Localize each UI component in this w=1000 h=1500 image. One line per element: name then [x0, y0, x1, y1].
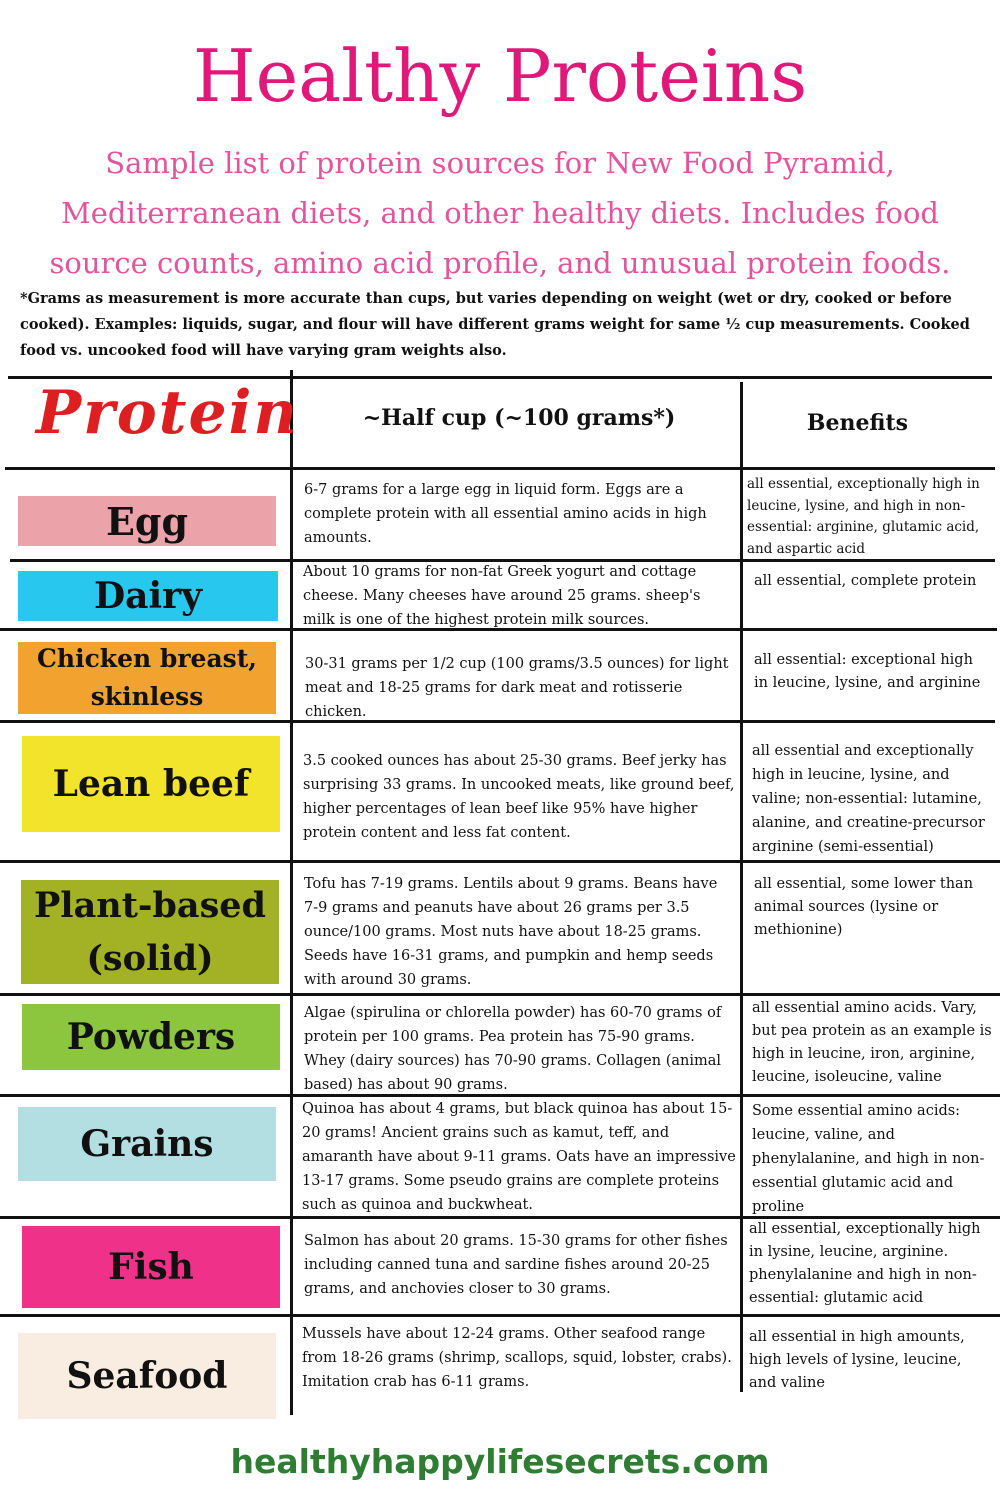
row-label-powders: Powders	[22, 1004, 280, 1070]
row-amount-plant-based: Tofu has 7-19 grams. Lentils about 9 grams. Beans have 7-9 grams and peanuts have about 26 grams per 3.5 ounce/100 grams. Most nuts have about 18-25 grams. Seeds have 16-31 grams, and pumpkin and hemp seeds with around 30 grams.	[304, 876, 718, 988]
row-amount-grains: Quinoa has about 4 grams, but black quinoa has about 15-20 grams! Ancient grains such as kamut, teff, and amaranth have about 9-11 grams. Oats have an impressive 13-17 grams. Some pseudo grains are complete proteins such as quinoa and buckwheat.	[302, 1101, 736, 1213]
row-label-plant-based: Plant-based (solid)	[21, 880, 279, 984]
row-divider	[0, 860, 1000, 863]
row-benefits-chicken: all essential: exceptional high in leucine, lysine, and arginine	[754, 652, 981, 691]
row-amount-fish: Salmon has about 20 grams. 15-30 grams for other fishes including canned tuna and sardine fishes around 20-25 grams, and anchovies closer to 30 grams.	[304, 1233, 728, 1297]
page-title: Healthy Proteins	[192, 34, 808, 118]
row-label-dairy: Dairy	[18, 571, 278, 621]
row-label-grains: Grains	[18, 1107, 276, 1181]
row-divider	[0, 993, 1000, 996]
row-benefits-fish: all essential, exceptionally high in lysine, leucine, arginine. phenylalanine and high in non-essential: glutamic acid	[749, 1221, 981, 1306]
row-amount-powders: Algae (spirulina or chlorella powder) has 60-70 grams of protein per 100 grams. Pea protein has 75-90 grams. Whey (dairy sources) has 70-90 grams. Collagen (animal based) has about 90 grams.	[304, 1005, 722, 1093]
header-benefits: Benefits	[806, 410, 909, 436]
row-divider	[0, 1314, 1000, 1317]
row-benefits-powders: all essential amino acids. Vary, but pea protein as an example is high in leucine, iron, arginine, leucine, isoleucine, valine	[752, 1000, 992, 1085]
website-footer: healthyhappylifesecrets.com	[230, 1442, 770, 1481]
page-subtitle: Sample list of protein sources for New Food Pyramid, Mediterranean diets, and other healthy diets. Includes food source counts, amino acid profile, and unusual protein foods.	[49, 146, 951, 280]
row-benefits-grains: Some essential amino acids: leucine, valine, and phenylalanine, and high in non-essential glutamic acid and proline	[752, 1103, 985, 1215]
row-benefits-dairy: all essential, complete protein	[754, 573, 977, 589]
row-benefits-seafood: all essential in high amounts, high levels of lysine, leucine, and valine	[749, 1329, 965, 1391]
row-amount-egg: 6-7 grams for a large egg in liquid form. Eggs are a complete protein with all essential amino acids in high amounts.	[304, 482, 707, 546]
row-benefits-plant-based: all essential, some lower than animal sources (lysine or methionine)	[754, 876, 974, 938]
row-amount-dairy: About 10 grams for non-fat Greek yogurt and cottage cheese. Many cheeses have around 25 grams. sheep's milk is one of the highest protein milk sources.	[303, 564, 701, 628]
column-divider	[740, 382, 743, 1392]
row-label-lean-beef: Lean beef	[22, 736, 280, 832]
header-half-cup: ~Half cup (~100 grams*)	[362, 405, 676, 431]
row-label-chicken: Chicken breast, skinless	[18, 642, 276, 714]
column-divider	[290, 370, 293, 1415]
row-amount-chicken: 30-31 grams per 1/2 cup (100 grams/3.5 ounces) for light meat and 18-25 grams for dark meat and rotisserie chicken.	[305, 656, 729, 720]
header-protein: Protein	[36, 378, 300, 448]
row-benefits-lean-beef: all essential and exceptionally high in leucine, lysine, and valine; non-essential: lutamine, alanine, and creatine-precursor arginine (semi-essential)	[752, 743, 985, 855]
row-benefits-egg: all essential, exceptionally high in leucine, lysine, and high in non-essential: arginine, glutamic acid, and aspartic acid	[747, 476, 980, 557]
row-amount-seafood: Mussels have about 12-24 grams. Other seafood range from 18-26 grams (shrimp, scallops, squid, lobster, crabs). Imitation crab has 6-11 grams.	[302, 1326, 732, 1390]
measurement-note: *Grams as measurement is more accurate than cups, but varies depending on weight (wet or dry, cooked or before cooked). Examples: liquids, sugar, and flour will have different grams weight for same ½ cup measurements. Cooked food vs. uncooked food will have varying gram weights also.	[20, 290, 970, 359]
row-label-egg: Egg	[18, 496, 276, 546]
header-bottom-border	[5, 467, 995, 470]
row-label-seafood: Seafood	[18, 1333, 276, 1419]
row-amount-lean-beef: 3.5 cooked ounces has about 25-30 grams. Beef jerky has surprising 33 grams. In uncooked meats, like ground beef, higher percentages of lean beef like 95% have higher protein content and less fat content.	[303, 753, 735, 841]
row-label-fish: Fish	[22, 1226, 280, 1308]
